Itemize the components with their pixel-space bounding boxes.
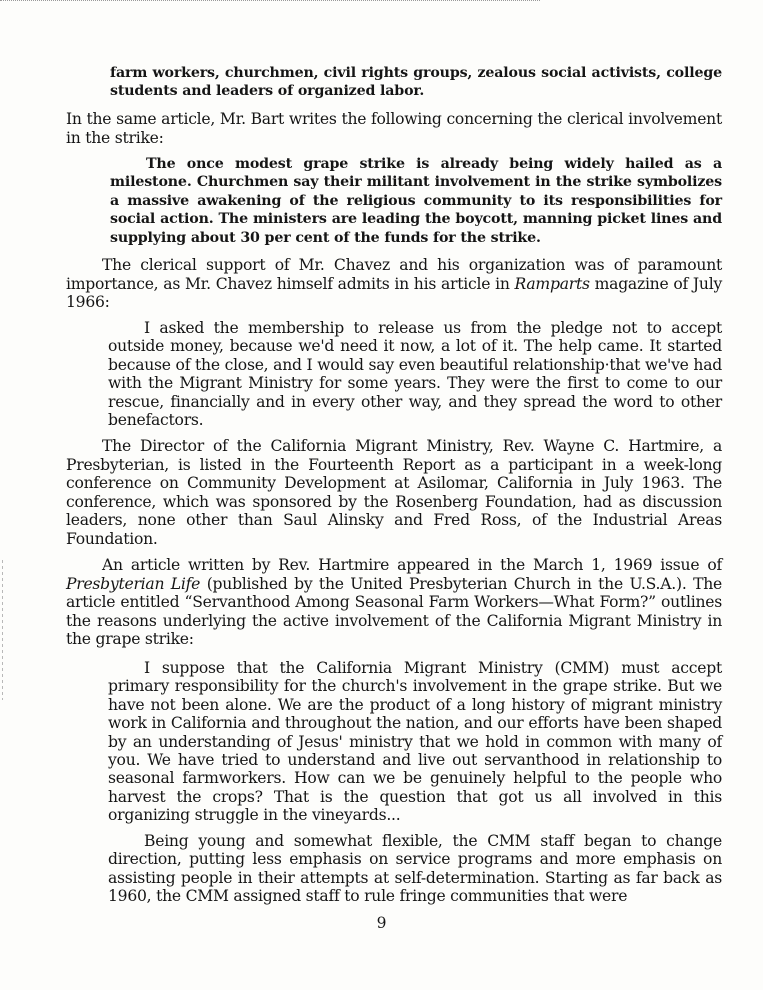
body-text: The clerical support of Mr. Chavez and his organization was of paramount importance, as Mr. Chavez himself admits in his article in [66,256,722,293]
block-quote: The once modest grape strike is already being widely hailed as a milestone. Churchmen say their militant involvement in the strike symbolizes a massive awakening of the religious community to its responsibilities for social action. The ministers are leading the boycott, manning picket lines and supplying about 30 per cent of the funds for the strike. [110,156,722,246]
body-paragraph: The Director of the California Migrant Ministry, Rev. Wayne C. Hartmire, a Presbyterian, is listed in the Fourteenth Report as a participant in a week-long conference on Community Development at Asilomar, California in July 1963. The conference, which was sponsored by the Rosenberg Foundation, had as discussion leaders, none other than Saul Alinsky and Fred Ross, of the Industrial Areas Foundation. [66,437,722,548]
publication-title: Presbyterian Life [66,574,201,593]
body-text: (published by the United Presbyterian Church in the U.S.A.). The article entitled “Servanthood Among Seasonal Farm Workers—What Form?” outlines the reasons underlying the active involvement of the California Migrant Ministry in the grape strike: [66,574,722,649]
body-text: magazine of July 1966: [66,274,723,312]
quotation: I asked the membership to release us from the pledge not to accept outside money, because we'd need it now, a lot of it. The help came. It started because of the close, and I would say even beautiful relationship·that we've had with the Migrant Ministry for some years. They were the first to come to our rescue, financially and in every other way, and they spread the word to other benefactors. [108,319,722,430]
body-paragraph [66,556,722,649]
body-paragraph: In the same article, Mr. Bart writes the following concerning the clerical involvement in the strike: [66,110,722,147]
body-paragraph [66,256,722,312]
body-text: An article written by Rev. Hartmire appeared in the March 1, 1969 issue of [102,556,722,574]
quotation: Being young and somewhat flexible, the CMM staff began to change direction, putting less emphasis on service programs and more emphasis on assisting people in their attempts at self-determination. Starting as far back as 1960, the CMM assigned staff to rule fringe communities that were [108,832,722,906]
publication-title: Ramparts [514,274,590,293]
block-quote-continuation: farm workers, churchmen, civil rights groups, zealous social activists, college students and leaders of organized labor. [110,65,722,100]
page-number: 9 [376,914,387,932]
quotation: I suppose that the California Migrant Ministry (CMM) must accept primary responsibility for the church's involvement in the grape strike. But we have not been alone. We are the product of a long history of migrant ministry work in California and throughout the nation, and our efforts have been shaped by an understanding of Jesus' ministry that we hold in common with many of you. We have tried to understand and live out servanthood in relationship to seasonal farmworkers. How can we be genuinely helpful to the people who harvest the crops? That is the question that got us all involved in this organizing struggle in the vineyards... [108,659,722,825]
